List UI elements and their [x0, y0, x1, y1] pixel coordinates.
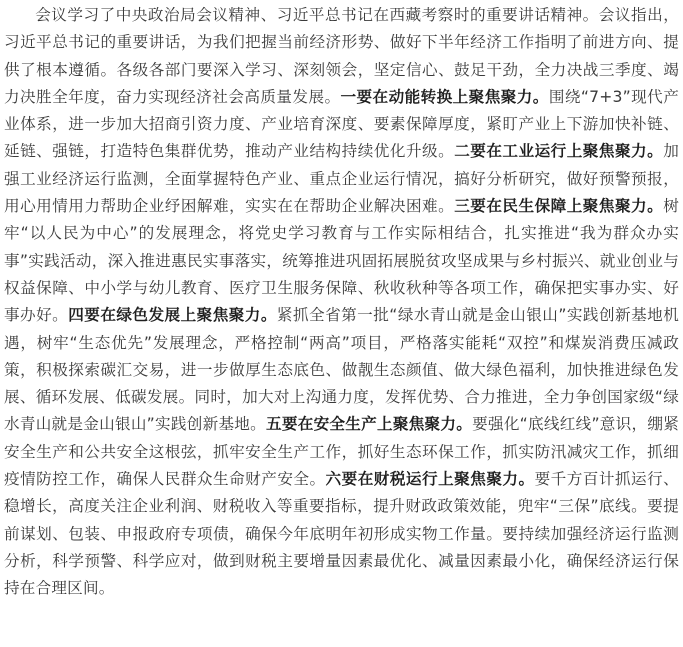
point-1-text: 围绕“7+3”现代产业体系，进一步加大招商引资力度、产业培育深度、要素保障厚度，紧盯产业上下游加快补链、延链、强链，打造特色集群优势，推动产业结构持续优化升级。: [4, 87, 679, 161]
point-3-text: 树牢“以人民为中心”的发展理念，将党史学习教育与工作实际相结合，扎实推进“我为群众办实事”实践活动，深入推进惠民实事落实，统筹推进巩固拓展脱贫攻坚成果与乡村振兴、就业创业与权益保障、中小学与幼儿教育、医疗卫生服务保障、秋收秋种等各项工作，确保把实事办实、好事办好。: [4, 197, 679, 325]
intro-text: 会议学习了中央政治局会议精神、习近平总书记在西藏考察时的重要讲话精神。会议指出，习近平总书记的重要讲话，为我们把握当前经济形势、做好下半年经济工作指明了前进方向、提供了根本遵循。各级各部门要深入学习、深刻领会，坚定信心、鼓足干劲，全力决战三季度、竭力决胜全年度，奋力实现经济社会高质量发展。: [4, 6, 679, 106]
point-5-heading: 五要在安全生产上聚焦聚力。: [266, 415, 473, 434]
point-4-text: 紧抓全省第一批“绿水青山就是金山银山”实践创新基地机遇，树牢“生态优先”发展理念，严格控制“两高”项目，严格落实能耗“双控”和煤炭消费压减政策，积极探索碳汇交易，进一步做厚生态底色、做靓生态颜值、做大绿色福利，加快推进绿色发展、循环发展、低碳发展。同时，加大对上沟通力度，发挥优势、合力推进，全力争创国家级“绿水青山就是金山银山”实践创新基地。: [4, 306, 679, 434]
point-1-heading: 一要在动能转换上聚焦聚力。: [340, 87, 549, 106]
point-4-heading: 四要在绿色发展上聚焦聚力。: [68, 306, 277, 325]
point-5-text: 要强化“底线红线”意识，绷紧安全生产和公共安全这根弦，抓牢安全生产工作，抓好生态环保工作，抓实防汛减灾工作，抓细疫情防控工作，确保人民群众生命财产安全。: [4, 415, 679, 489]
point-6-heading: 六要在财税运行上聚焦聚力。: [325, 470, 535, 489]
point-6-text: 要千方百计抓运行、稳增长，高度关注企业利润、财税收入等重要指标，提升财政政策效能，兜牢“三保”底线。要提前谋划、包装、申报政府专项债，确保今年底明年初形成实物工作量。要持续加强经济运行监测分析，科学预警、科学应对，做到财税主要增量因素最优化、减量因素最小化，确保经济运行保持在合理区间。: [4, 470, 679, 598]
point-2-heading: 二要在工业运行上聚焦聚力。: [454, 142, 664, 161]
point-3-heading: 三要在民生保障上聚焦聚力。: [454, 197, 664, 216]
point-2-text: 加强工业经济运行监测，全面掌握特色产业、重点企业运行情况，搞好分析研究，做好预警预报，用心用情用力帮助企业纾困解难，实实在在帮助企业解决困难。: [4, 142, 679, 216]
